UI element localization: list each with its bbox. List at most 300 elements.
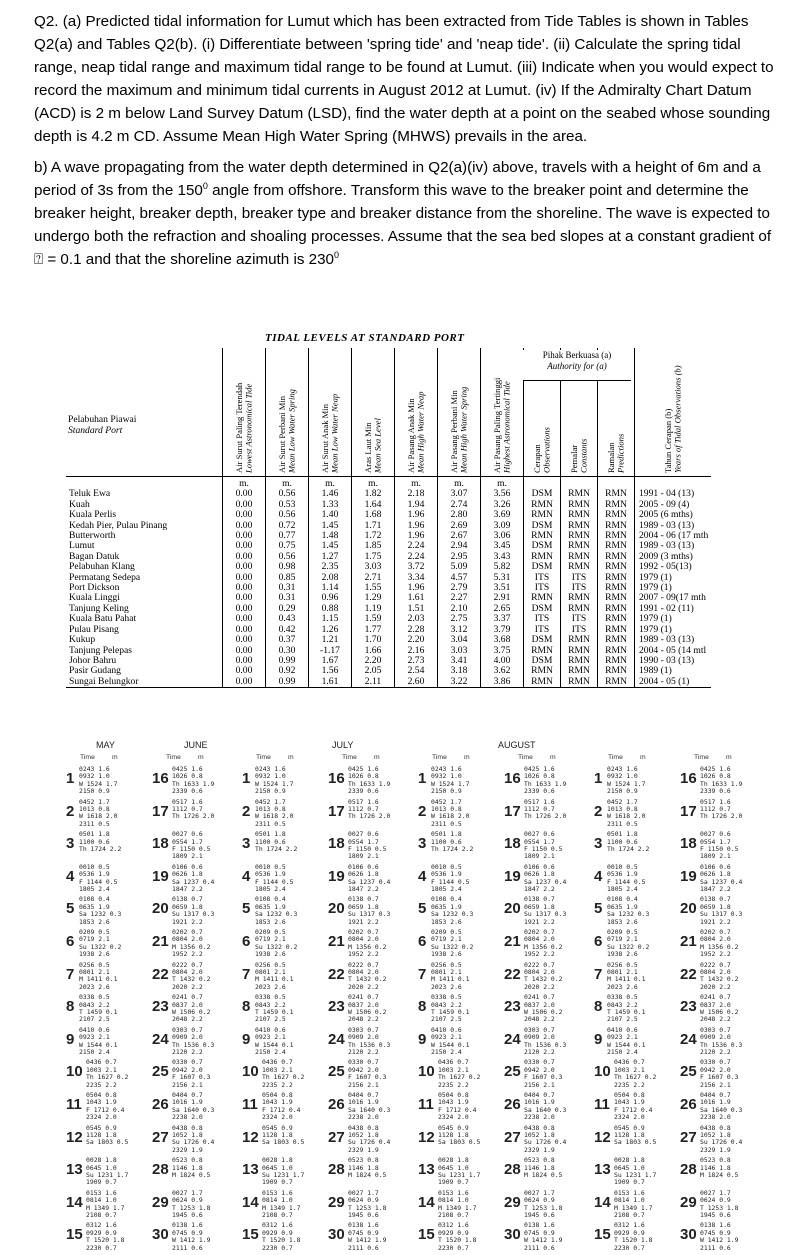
port-name: Kuala Linggi — [69, 592, 120, 604]
day-number: 3 — [418, 835, 427, 853]
tide-level-value: 3.04 — [438, 635, 481, 645]
day-cell — [680, 1059, 765, 1091]
day-cell — [328, 962, 413, 994]
day-row — [418, 962, 588, 995]
tide-level-value: 3.22 — [438, 677, 481, 688]
column-label-ms: Air Surut Perbani Min — [276, 395, 287, 473]
authority-pred: RMN — [598, 614, 635, 624]
tide-times: 0404 0.7 1016 1.9 Sa 1640 0.3 2238 2.0 — [524, 1090, 567, 1122]
day-cell — [594, 1190, 679, 1222]
tide-times: 0256 0.5 0801 2.1 M 1411 0.1 2023 2.6 — [79, 960, 118, 991]
port-name: Kukup — [69, 634, 96, 646]
day-number: 26 — [152, 1095, 169, 1113]
authority-obs: DSM — [524, 656, 561, 666]
tide-times: 0153 1.6 0814 1.0 M 1349 1.7 2108 0.7 — [86, 1188, 125, 1219]
tide-level-value: 0.99 — [266, 656, 309, 666]
day-number: 22 — [328, 965, 345, 983]
day-number: 10 — [594, 1063, 611, 1081]
column-label-en: Mean Sea Level — [372, 417, 382, 473]
day-cell — [504, 799, 589, 831]
unit-label: m. — [266, 477, 309, 490]
port-name: Pulau Pisang — [69, 623, 119, 635]
tide-times: 0436 0.7 1003 2.1 Th 1627 0.2 2235 2.2 — [86, 1058, 129, 1089]
day-cell — [594, 1027, 679, 1059]
day-cell — [594, 831, 679, 863]
authority-con: ITS — [561, 583, 598, 593]
day-number: 25 — [504, 1063, 521, 1081]
day-number: 12 — [66, 1128, 83, 1146]
day-number: 27 — [152, 1128, 169, 1146]
day-cell — [328, 896, 413, 928]
day-cell — [680, 1222, 765, 1254]
tide-level-value: 3.72 — [395, 562, 438, 572]
day-cell — [594, 1125, 679, 1157]
authority-con: RMN — [561, 677, 598, 688]
tide-level-value: 0.00 — [223, 510, 266, 520]
tide-times: 0028 1.8 0645 1.0 Su 1231 1.7 1909 0.7 — [614, 1156, 657, 1187]
unit-label: m. — [438, 477, 481, 490]
tide-times: 0256 0.5 0801 2.1 M 1411 0.1 2023 2.6 — [255, 960, 294, 991]
tide-level-value: 2.10 — [438, 604, 481, 614]
authority-obs: DSM — [524, 562, 561, 572]
tide-level-value: 1.61 — [309, 677, 352, 688]
day-cell — [418, 1222, 503, 1254]
column-label-en: Lowest Astronomical Tide — [243, 383, 253, 473]
time-column-label: Time — [342, 754, 357, 761]
day-number: 18 — [504, 835, 521, 853]
tide-level-value: 1.67 — [309, 656, 352, 666]
tide-times: 0106 0.6 0626 1.8 Sa 1237 0.4 1847 2.2 — [700, 862, 743, 893]
port-header-en: Standard Port — [68, 425, 123, 436]
day-number: 11 — [594, 1095, 610, 1113]
column-header — [309, 348, 352, 477]
tide-level-value: 2.20 — [395, 635, 438, 645]
tide-level-value: 0.00 — [223, 614, 266, 624]
day-number: 6 — [418, 932, 427, 950]
day-row — [418, 766, 588, 799]
tide-level-value: 0.00 — [223, 552, 266, 562]
degree-superscript-2: 0 — [333, 249, 339, 260]
tide-level-value: 2.28 — [395, 625, 438, 635]
tide-times: 0436 0.7 1003 2.1 Th 1627 0.2 2235 2.2 — [262, 1058, 305, 1089]
tide-level-value: 3.03 — [438, 646, 481, 656]
height-column-label: m — [464, 754, 470, 761]
day-number: 21 — [152, 932, 169, 950]
tide-times: 0106 0.6 0626 1.8 Sa 1237 0.4 1847 2.2 — [348, 862, 391, 893]
column-label-ms: Air Surut Paling Terendah — [233, 382, 244, 473]
day-cell — [594, 766, 679, 798]
observation-years: 2005 (6 mths) — [635, 510, 712, 520]
day-number: 20 — [504, 900, 521, 918]
day-cell — [242, 1059, 327, 1091]
day-number: 17 — [152, 802, 169, 820]
column-label-ms: Pemalar — [568, 444, 579, 473]
tide-predictions — [66, 740, 772, 1252]
tide-level-value: 3.75 — [481, 646, 524, 656]
day-row — [242, 1125, 412, 1158]
tide-times: 0523 0.8 1146 1.8 M 1824 0.5 — [700, 1156, 739, 1179]
day-row — [66, 929, 236, 962]
day-cell — [66, 1027, 151, 1059]
day-cell — [152, 1190, 237, 1222]
tide-times: 0523 0.8 1146 1.8 M 1824 0.5 — [524, 1156, 563, 1179]
day-number: 27 — [680, 1128, 697, 1146]
day-cell — [680, 896, 765, 928]
time-column-label: Time — [80, 754, 95, 761]
table-row — [66, 677, 711, 688]
day-cell — [418, 994, 503, 1026]
day-cell — [504, 1125, 589, 1157]
tide-level-value: 0.37 — [266, 635, 309, 645]
column-label-en: Mean High Water Spring — [458, 386, 468, 473]
day-cell — [594, 962, 679, 994]
tide-level-value: 2.73 — [395, 656, 438, 666]
day-cell — [242, 962, 327, 994]
tide-times: 0338 0.5 0843 2.2 T 1459 0.1 2107 2.5 — [255, 993, 294, 1024]
day-number: 25 — [152, 1063, 169, 1081]
day-row — [594, 994, 764, 1027]
column-label-ms: Cerapan — [531, 443, 542, 473]
day-number: 11 — [66, 1095, 82, 1113]
tide-times: 0452 1.7 1013 0.8 W 1618 2.0 2311 0.5 — [607, 797, 646, 828]
day-cell — [418, 1190, 503, 1222]
day-row — [594, 929, 764, 962]
column-label-ms: Air Pasang Perbani Min — [448, 389, 459, 473]
month-column — [242, 754, 412, 1255]
observation-years: 1979 (1) — [635, 573, 712, 583]
tide-times: 0027 0.6 0554 1.7 F 1150 0.5 1809 2.1 — [700, 830, 739, 861]
day-row — [594, 1157, 764, 1190]
tide-times: 0545 0.9 1128 1.8 Sa 1803 0.5 — [438, 1123, 481, 1147]
tide-level-value: 0.29 — [266, 604, 309, 614]
height-column-label: m — [726, 754, 732, 761]
tide-times: 0517 1.6 1112 0.7 Th 1726 2.0 — [524, 797, 567, 821]
authority-pred: RMN — [598, 593, 635, 603]
day-number: 29 — [680, 1193, 697, 1211]
day-cell — [152, 864, 237, 896]
tide-times: 0517 1.6 1112 0.7 Th 1726 2.0 — [348, 797, 391, 821]
observation-years: 2009 (3 mths) — [635, 552, 712, 562]
tide-level-value: 0.00 — [223, 500, 266, 510]
tide-level-value: 2.95 — [438, 552, 481, 562]
day-cell — [66, 1125, 151, 1157]
day-number: 9 — [242, 1030, 251, 1048]
day-row — [594, 799, 764, 832]
tide-times: 0222 0.7 0804 2.0 T 1432 0.2 2020 2.2 — [524, 960, 563, 991]
day-number: 1 — [66, 770, 75, 787]
day-row — [66, 1092, 236, 1125]
day-row — [418, 1092, 588, 1125]
day-cell — [242, 831, 327, 863]
day-cell — [66, 766, 151, 798]
day-cell — [594, 1157, 679, 1189]
authority-pred: RMN — [598, 646, 635, 656]
tide-level-value: 1.82 — [352, 489, 395, 499]
authority-con: RMN — [561, 562, 598, 572]
tide-times: 0410 0.6 0923 2.1 W 1544 0.1 2150 2.4 — [255, 1025, 294, 1056]
day-number: 4 — [418, 867, 427, 885]
day-row — [242, 896, 412, 929]
observation-years: 2005 - 09 (4) — [635, 500, 712, 510]
tide-times: 0202 0.7 0804 2.0 M 1356 0.2 1952 2.2 — [348, 927, 387, 959]
day-number: 6 — [594, 932, 603, 950]
day-number: 16 — [504, 770, 521, 787]
tide-level-value: 1.45 — [309, 541, 352, 551]
height-column-label: m — [640, 754, 646, 761]
authority-obs: RMN — [524, 677, 561, 688]
tide-times: 0523 0.8 1146 1.8 M 1824 0.5 — [348, 1156, 387, 1179]
day-cell — [594, 1222, 679, 1254]
tide-times: 0027 1.7 0624 0.9 T 1253 1.8 1945 0.6 — [700, 1188, 739, 1219]
tide-times: 0517 1.6 1112 0.7 Th 1726 2.0 — [172, 797, 215, 821]
time-column-label: Time — [608, 754, 623, 761]
tide-level-value: 2.71 — [352, 573, 395, 583]
tide-level-value: 3.69 — [481, 510, 524, 520]
tide-level-value: 1.64 — [352, 500, 395, 510]
tide-level-value: 0.53 — [266, 500, 309, 510]
authority-obs: DSM — [524, 604, 561, 614]
day-row — [418, 896, 588, 929]
observation-years: 1989 - 03 (13) — [635, 521, 712, 531]
port-name: Kedah Pier, Pulau Pinang — [69, 519, 168, 531]
tide-times: 0438 0.8 1052 1.8 Su 1726 0.4 2329 1.9 — [524, 1123, 567, 1154]
tide-times: 0404 0.7 1016 1.9 Sa 1640 0.3 2238 2.0 — [348, 1090, 391, 1122]
tide-level-value: 1.94 — [395, 500, 438, 510]
tide-level-value: 1.46 — [309, 489, 352, 499]
day-row — [242, 1092, 412, 1125]
tide-level-value: 3.51 — [481, 583, 524, 593]
day-cell — [152, 1092, 237, 1124]
column-header — [561, 348, 598, 477]
day-number: 11 — [242, 1095, 258, 1113]
authority-con: RMN — [561, 656, 598, 666]
day-number: 8 — [418, 998, 427, 1016]
port-name: Pelabuhan Klang — [69, 561, 135, 573]
day-number: 14 — [594, 1193, 611, 1211]
day-number: 30 — [152, 1226, 169, 1244]
tide-level-value: 2.74 — [438, 500, 481, 510]
tide-level-value: 5.09 — [438, 562, 481, 572]
day-number: 30 — [680, 1226, 697, 1244]
day-row — [66, 799, 236, 832]
day-cell — [152, 1125, 237, 1157]
tide-level-value: 1.27 — [309, 552, 352, 562]
day-cell — [328, 831, 413, 863]
day-cell — [594, 1059, 679, 1091]
column-header — [481, 348, 524, 477]
day-cell — [680, 962, 765, 994]
tide-level-value: 2.24 — [395, 541, 438, 551]
tide-times: 0338 0.5 0843 2.2 T 1459 0.1 2107 2.5 — [431, 993, 470, 1024]
tide-times: 0501 1.8 1100 0.6 Th 1724 2.2 — [79, 830, 122, 853]
authority-obs: DSM — [524, 521, 561, 531]
day-cell — [242, 864, 327, 896]
tide-times: 0545 0.9 1128 1.8 Sa 1803 0.5 — [614, 1123, 657, 1147]
tide-level-value: 1.72 — [352, 531, 395, 541]
tide-times: 0138 1.6 0745 0.9 W 1412 1.9 2111 0.6 — [172, 1221, 211, 1252]
tide-level-value: 3.18 — [438, 666, 481, 676]
day-cell — [418, 929, 503, 961]
tidal-levels-table — [66, 348, 711, 688]
height-column-label: m — [198, 754, 204, 761]
tide-level-value: 0.77 — [266, 531, 309, 541]
tide-times: 0027 1.7 0624 0.9 T 1253 1.8 1945 0.6 — [172, 1188, 211, 1219]
observation-years: 2004 - 06 (17 mth — [635, 531, 712, 541]
day-number: 16 — [328, 770, 345, 787]
day-row — [418, 864, 588, 897]
tide-level-value: 2.94 — [438, 541, 481, 551]
tide-times: 0027 1.7 0624 0.9 T 1253 1.8 1945 0.6 — [348, 1188, 387, 1219]
tide-times: 0028 1.8 0645 1.0 Su 1231 1.7 1909 0.7 — [262, 1156, 305, 1187]
tide-level-value: 1.21 — [309, 635, 352, 645]
day-number: 17 — [504, 802, 521, 820]
day-row — [418, 799, 588, 832]
authority-obs: RMN — [524, 510, 561, 520]
tide-times: 0438 0.8 1052 1.8 Su 1726 0.4 2329 1.9 — [700, 1123, 743, 1154]
day-number: 13 — [418, 1161, 435, 1179]
tide-level-value: 1.48 — [309, 531, 352, 541]
tide-times: 0202 0.7 0804 2.0 M 1356 0.2 1952 2.2 — [700, 927, 739, 959]
tide-times: 0404 0.7 1016 1.9 Sa 1640 0.3 2238 2.0 — [700, 1090, 743, 1122]
table-title: TIDAL LEVELS AT STANDARD PORT — [265, 332, 465, 344]
authority-pred: RMN — [598, 562, 635, 572]
column-label-en: Mean High Water Neap — [415, 391, 425, 473]
tide-level-value: 1.96 — [395, 531, 438, 541]
day-cell — [66, 799, 151, 831]
port-name: Lumut — [69, 540, 95, 552]
tide-times: 0330 0.7 0942 2.0 F 1607 0.3 2156 2.1 — [348, 1058, 387, 1089]
tide-times: 0425 1.6 1026 0.8 Th 1633 1.9 2339 0.6 — [172, 765, 215, 796]
tide-times: 0153 1.6 0814 1.0 M 1349 1.7 2108 0.7 — [614, 1188, 653, 1219]
day-cell — [680, 864, 765, 896]
tide-times: 0243 1.6 0932 1.0 W 1524 1.7 2150 0.9 — [607, 765, 646, 796]
tide-level-value: 2.18 — [395, 489, 438, 499]
tide-level-value: 1.29 — [352, 593, 395, 603]
day-cell — [594, 864, 679, 896]
tide-times: 0330 0.7 0942 2.0 F 1607 0.3 2156 2.1 — [524, 1058, 563, 1089]
day-number: 29 — [328, 1193, 345, 1211]
observation-years: 1989 (1) — [635, 666, 712, 676]
tide-level-value: 1.15 — [309, 614, 352, 624]
day-cell — [680, 1027, 765, 1059]
day-number: 26 — [504, 1095, 521, 1113]
column-label-ms: Ramalan — [605, 442, 616, 473]
day-number: 6 — [66, 932, 75, 950]
tide-level-value: 1.85 — [352, 541, 395, 551]
tide-times: 0303 0.7 0909 2.0 Th 1536 0.3 2120 2.2 — [348, 1025, 391, 1056]
tide-times: 0108 0.4 0635 1.9 Sa 1232 0.3 1853 2.6 — [607, 895, 650, 926]
authority-con: RMN — [561, 500, 598, 510]
day-number: 3 — [594, 835, 603, 853]
height-column-label: m — [112, 754, 118, 761]
day-cell — [418, 799, 503, 831]
observation-years: 1979 (1) — [635, 583, 712, 593]
height-column-label: m — [288, 754, 294, 761]
day-cell — [66, 831, 151, 863]
tide-level-value: 2.75 — [438, 614, 481, 624]
day-cell — [504, 896, 589, 928]
tide-times: 0501 1.8 1100 0.6 Th 1724 2.2 — [431, 830, 474, 853]
port-name: Pasir Gudang — [69, 665, 121, 677]
tide-times: 0138 0.7 0659 1.8 Su 1317 0.3 1921 2.2 — [700, 895, 743, 926]
column-label-ms: Air Surut Anak Min — [319, 403, 330, 473]
day-cell — [152, 799, 237, 831]
day-number: 24 — [504, 1030, 521, 1048]
day-number: 5 — [242, 900, 251, 918]
day-cell — [152, 1222, 237, 1254]
tide-level-value: 2.24 — [395, 552, 438, 562]
column-label-ms: Air Pasang Paling Tertinggi — [491, 377, 502, 473]
tide-times: 0028 1.8 0645 1.0 Su 1231 1.7 1909 0.7 — [86, 1156, 129, 1187]
day-row — [418, 831, 588, 864]
authority-pred: RMN — [598, 552, 635, 562]
port-name: Port Dickson — [69, 582, 120, 594]
tide-level-value: 0.96 — [309, 593, 352, 603]
day-number: 23 — [152, 998, 169, 1016]
day-cell — [242, 1092, 327, 1124]
day-number: 19 — [152, 867, 169, 885]
authority-obs: ITS — [524, 614, 561, 624]
day-number: 5 — [594, 900, 603, 918]
day-row — [242, 1027, 412, 1060]
day-row — [594, 1190, 764, 1223]
day-row — [66, 1157, 236, 1190]
question-text — [34, 10, 782, 279]
tide-level-value: 3.06 — [481, 531, 524, 541]
day-row — [242, 994, 412, 1027]
tide-times: 0545 0.9 1128 1.8 Sa 1803 0.5 — [86, 1123, 129, 1147]
tide-level-value: 2.35 — [309, 562, 352, 572]
tide-level-value: 4.57 — [438, 573, 481, 583]
tide-level-value: 2.11 — [352, 677, 395, 688]
day-cell — [328, 1092, 413, 1124]
tide-times: 0501 1.8 1100 0.6 Th 1724 2.2 — [607, 830, 650, 853]
tide-times: 0452 1.7 1013 0.8 W 1618 2.0 2311 0.5 — [79, 797, 118, 828]
tide-level-value: 2.20 — [352, 656, 395, 666]
day-number: 3 — [66, 835, 75, 853]
tide-level-value: 3.86 — [481, 677, 524, 688]
day-number: 5 — [66, 900, 75, 918]
tide-times: 0243 1.6 0932 1.0 W 1524 1.7 2150 0.9 — [79, 765, 118, 796]
day-number: 13 — [242, 1161, 259, 1179]
tide-level-value: 2.08 — [309, 573, 352, 583]
tide-times: 0312 1.6 0929 0.9 T 1520 1.8 2230 0.7 — [262, 1221, 301, 1252]
port-name: Kuah — [69, 498, 90, 510]
day-number: 24 — [152, 1030, 169, 1048]
day-cell — [328, 864, 413, 896]
day-number: 9 — [418, 1030, 427, 1048]
day-number: 11 — [418, 1095, 434, 1113]
day-row — [66, 1059, 236, 1092]
tide-times: 0504 0.8 1043 1.9 F 1712 0.4 2324 2.0 — [262, 1090, 301, 1122]
tide-level-value: 0.00 — [223, 593, 266, 603]
day-cell — [242, 1125, 327, 1157]
authority-pred: RMN — [598, 635, 635, 645]
tide-times: 0330 0.7 0942 2.0 F 1607 0.3 2156 2.1 — [700, 1058, 739, 1089]
day-cell — [418, 766, 503, 798]
tide-times: 0338 0.5 0843 2.2 T 1459 0.1 2107 2.5 — [607, 993, 646, 1024]
day-number: 28 — [328, 1161, 345, 1179]
tide-level-value: 0.31 — [266, 593, 309, 603]
day-row — [242, 1190, 412, 1223]
day-number: 26 — [328, 1095, 345, 1113]
day-row — [242, 929, 412, 962]
tide-level-value: 5.31 — [481, 573, 524, 583]
tide-times: 0108 0.4 0635 1.9 Sa 1232 0.3 1853 2.6 — [255, 895, 298, 926]
observation-years: 2004 - 05 (1) — [635, 677, 712, 688]
tide-level-value: 1.77 — [352, 625, 395, 635]
tide-times: 0209 0.5 0719 2.1 Su 1322 0.2 1938 2.6 — [79, 927, 122, 959]
